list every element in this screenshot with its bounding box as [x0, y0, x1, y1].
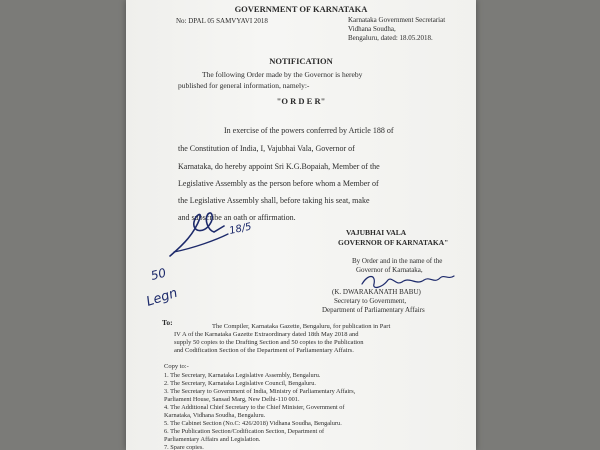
governor-signature	[164, 204, 274, 264]
signature-date: 18/5	[228, 221, 253, 237]
office-line-1: Karnataka Government Secretariat	[348, 16, 446, 24]
to-line-3: supply 50 copies to the Drafting Section and 50 copies to the Publication	[174, 339, 364, 346]
notification-document	[126, 0, 476, 450]
order-line-6: and subscribe an oath or affirmation.	[178, 213, 296, 222]
copy-item: 4. The Additional Chief Secretary to the Chief Minister, Government of	[164, 404, 345, 411]
margin-note-number: 50	[149, 265, 168, 283]
copy-item: Karnataka, Vidhana Soudha, Bengaluru.	[164, 412, 266, 419]
copy-item: Parliamentary Affairs and Legislation.	[164, 436, 261, 443]
intro-line-1: The following Order made by the Governor is hereby	[202, 70, 363, 79]
copy-item: 1. The Secretary, Karnataka Legislative Assembly, Bengaluru.	[164, 372, 321, 379]
officer-name: (K. DWARAKANATH BABU)	[332, 288, 421, 296]
copy-item: 5. The Cabinet Section (No.C: 426/2018) Vidhana Soudha, Bengaluru.	[164, 420, 342, 427]
copy-item: 6. The Publication Section/Codification Section, Department of	[164, 428, 325, 435]
order-heading: "O R D E R"	[276, 96, 326, 106]
notification-title: NOTIFICATION	[269, 56, 333, 66]
order-line-3: Karnataka, do hereby appoint Sri K.G.Bopaiah, Member of the	[178, 162, 380, 171]
signatory-name: VAJUBHAI VALA	[346, 228, 407, 237]
order-line-1: In exercise of the powers conferred by Article 188 of	[224, 126, 394, 135]
secretary-signature	[358, 270, 458, 292]
copy-item: 2. The Secretary, Karnataka Legislative Council, Bengaluru.	[164, 380, 316, 387]
by-order-line-2: Governor of Karnataka,	[356, 266, 423, 274]
government-header: GOVERNMENT OF KARNATAKA	[234, 4, 368, 14]
to-line-2: IV A of the Karnataka Gazette Extraordinary dated 18th May 2018 and	[174, 331, 359, 338]
office-date: Bengaluru, dated: 18.05.2018.	[348, 34, 433, 42]
margin-note-text: Legn	[144, 285, 180, 310]
copy-item: 3. The Secretary to Government of India, Ministry of Parliamentary Affairs,	[164, 388, 356, 395]
copy-item: Parliament House, Sansad Marg, New Delhi-110 001.	[164, 396, 300, 403]
by-order-line-1: By Order and in the name of the	[352, 257, 443, 265]
to-line-1: The Compiler, Karnataka Gazette, Bengaluru, for publication in Part	[212, 323, 391, 330]
reference-number: No: DPAL 05 SAMVYAVI 2018	[176, 17, 268, 25]
signatory-designation: GOVERNOR OF KARNATAKA"	[338, 238, 449, 247]
office-line-2: Vidhana Soudha,	[348, 25, 396, 33]
order-line-4: Legislative Assembly as the person before whom a Member of	[178, 179, 379, 188]
officer-department: Department of Parliamentary Affairs	[322, 306, 425, 314]
copy-item: 7. Spare copies.	[164, 444, 204, 450]
order-line-5: the Legislative Assembly shall, before taking his seat, make	[178, 196, 370, 205]
to-label: To:	[162, 318, 173, 327]
officer-title: Secretary to Government,	[334, 297, 407, 305]
to-line-4: and Codification Section of the Department of Parliamentary Affairs.	[174, 347, 354, 354]
margin-note	[144, 262, 204, 322]
order-line-2: the Constitution of India, I, Vajubhai Vala, Governor of	[178, 144, 355, 153]
intro-line-2: published for general information, namely:-	[178, 81, 310, 90]
copy-to-label: Copy to:-	[164, 363, 189, 370]
